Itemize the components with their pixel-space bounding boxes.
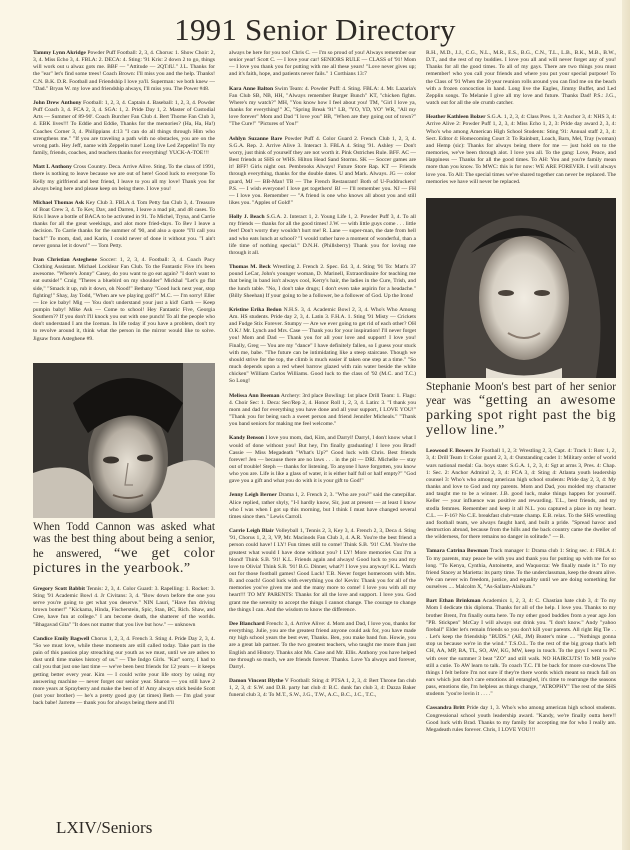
senior-entry: [229, 214, 416, 257]
senior-name: Damon Vincent Blythe: [229, 678, 284, 685]
column-3-entries-top: [426, 50, 616, 186]
senior-entry: [33, 200, 215, 250]
senior-text: Powder Puff Football: 2, 3, 4. Chorus: 1. Show Choir: 2, 3, 4. Miss Echo 3, 4. FBLA: 2. DECA: 4. Sting: '91 Kris: 2 down 2 to go, things will work out u alwaz gots me. BBF — "Attitude — 2QT4U." J.L. Thanks for the "ear" let's find some trees! Coach Brown: I'll miss you and the help. Thanks! C.N. B.K. D.R. Football and Friendship I love ya'll. Superman: we both knew — "Dad." Bryan W. my love and friendship always, I'll miss you. The Power #48.: [33, 50, 215, 92]
senior-name: Heather Kathleen Bolzer: [426, 114, 486, 121]
senior-entry: [426, 598, 616, 698]
senior-name: Candice Emily Bagwell: [33, 635, 90, 642]
senior-text: Swim Team: 4. Powder Puff: 4. Sting. FBLA: 4. Mr. Lazaria's Fan Club SB, NB, HH, "Always remember Burger Bunch" KT, "chicken fights. Where's my watch?" MH, "You know how I feel about you! TM, "Girl I love ya, thanks for everything!" JC, "Spring Break '91" LB, "YO, YD, YO" WR, "All my love forever" Mom and Dad "I love you" BB, "When are they going out of town?" "The Cure!" "Pictures of You!": [229, 85, 416, 128]
column-3: [426, 50, 616, 741]
senior-name: Gregory Scott Babbit: [33, 585, 85, 592]
senior-entry: [229, 307, 416, 386]
portrait-image: [33, 363, 215, 518]
senior-entry: [229, 621, 416, 671]
senior-text: Tennis: 2, 3, 4. Color Guard: 3. Rapelling: 1. Rocket: 3. Sting '91 Academic Bowl 4. Jr Civitans: 3, 4. "Bow down before the one you serve you're going to get what you deserve." NIN Lauri, "Have fun driving brown bomer!" "Kickama, Hinda, Fischerstein, Spic, Stan, BC, Rich. Shaw, and Cree, have fun at college." I am become death, the shatterer of the worlds. "Bhagavad Gita" "It does not matter that you live but how." — unknown: [33, 585, 215, 628]
column-1: [33, 50, 215, 714]
senior-name: Holly J. Beach: [229, 214, 265, 221]
senior-text: French: 3, 4. Arrive Alive: 4. Mom and Dad, I love you, thanks for everything. Julie, you are the greatest friend anyone could ask for, you have made my high school years the best ever, Thanks. Ben, you make band fun. Howie, you are a great lab partner. To the two greatest teachers, who taught me more than just English and History. Thanks alot Ms. Case and Mr. Ellis. Anthony you have helped me through so much, we are friends forever. Thanks. Love Ya always and forever, Darryl.: [229, 620, 416, 670]
column-3-entries-bottom: [426, 448, 616, 734]
senior-name: Kristine Erika Bedon: [229, 306, 282, 313]
senior-entry: [229, 393, 416, 429]
senior-entry: [426, 705, 616, 734]
senior-name: Cassandra Britt: [426, 705, 465, 712]
senior-text: N.H.S. 3, 4. Academic Bowl 2, 3, 4. Who's Who Among Am. HS students. Pride day 2, 3, 4. Latin 3. F.H.A. 1. Sting '91 Misty — Crickets and Fudge Stix Forever. Stumpy — Are we ever going to get rid of each other? OH O.K.! Mr. Lynch and Mrs. Case — Thank you for your inspiration! I'll never forget you! Mom and Dad — Thank you for all your love and support! I love you! Finally, Greg — You are my "dance" I have definitely fallen, so I guess your stuck with me, babe. "The future can be intimidating like a steep staircase. Though we should strive for the top, the climb is much easier if taken one step at a time." "So much depends upon a red wheel barrow glazed with rain water beside the white chicken" William Carlos Williams. Good luck to the class of '92 (M.C. and T.C.) So Long!: [229, 306, 417, 385]
stephanie-moon-photo: [426, 198, 616, 378]
senior-text: Soccer: 1, 2, 3, 4. Football: 3, 4. Coach Pacy Clothing Assistant. Michael Locklear Fan Club. To the Fantastic Five it's been awesome. "Where's Jonny" Casey, do you want to go eat again? "I don't want to eat outside!" Craig "Theres a bluebird on my shoulder" Mickhal "Let's go flat side," "Smack it up, rub it down, oh Nood!" Bethany "Good luck next year, stop fighting!" Shay, Jay Todd, "When are we playing golf?" M.C. — I'm sorry! Eller — Ice ice baby! Mig — You don't understand your just a kid! Garth — Keep pumpin baby! Mike Ask — Come to school! Hey Fantastic Five, Georgia Southern?? If you don't I'll knock you out with one punch! To all the people who don't understand I am the Iceman. In life today if you have a problem, don't try to revolve around it, think what the person in the mirror would like to solve. Jigsaw from Asteghene #9.: [33, 256, 215, 342]
senior-entry: [426, 448, 616, 541]
senior-text: Pride day 1, 3. Who's who among american high school students. Congressional school youth leadership award. "Kandy, we're finally outta here!! Good luck with Brad. Thanks to my family for accepting me for who I really am. Megadeath rules forever. Chris, I LOVE YOU!!!: [426, 705, 616, 733]
column-1-entries-bottom: [33, 586, 215, 708]
senior-name: Kara Anne Balton: [229, 85, 274, 92]
senior-text: always be here for you too! Chris C. — I'm so proud of you! Always remember our senior year! Scott C. — I love your car! SENIORS RULE — CLASS of '91! Mom — I love you thank you for putting with me all these years! "Love never gives up; and it's faith, hope, and patients never fails." 1 Corthians 13:7: [229, 50, 416, 78]
senior-entry: [33, 257, 215, 343]
senior-name: Jenny Leigh Berner: [229, 492, 277, 499]
senior-name: Carrie Leigh Blair: [229, 528, 274, 535]
todd-cannon-photo: [33, 363, 215, 518]
senior-entry: [33, 100, 215, 157]
senior-text: Football: 1, 2, 3, 4. Captain 4. Baseball: 1, 2, 3, 4. Powder Puff Coach 3, 4. FCA 2, 3, 4. SGA: 1, 2. Pride Day 1, 2. Master of Custodial Arts — Summer of 89-90'. Coach Burcher Fan Club 4. Bert Thorne Fan Club 3, 4. EBK lives!!! To Eddie and Eddie, Thanks for the memories? (Ha, Ha, Ha!) Coaches Corner 3, 4. Philippians 4:13 "I can do all things through Him who strengthens me." "If you are traveling a path with no obstacles, you are on the wrong path. Hey Jeff, name with Zeppelin tune! Long live Led Zeppelin! To my family, friends, coaches, and teachers thanks for everything! YUCK-A-TOE!!!: [33, 99, 216, 157]
senior-entry: [229, 136, 416, 208]
senior-name: Michael Thomas Ask: [33, 199, 84, 206]
senior-text: Academics 1, 2, 3, 4: C. Chastian hate club 3, 4: To my Mom I dedicate this diploma. Thanks for all of the help. I love you. Thanks to my brother Brent, I'm finally outta here. To my other good buddies from a year ago Jon "PB. Stickpen" McCay I will always out drink you. "I don't know." Andy "yahoo fireball" Elder let's remain friends so you don't kill your parents. All right Big Tie . . . Let's keep the friendship "BUDS." (AE, JM) Buster's mine .... "Nothings gonna stop us because we're in the wind." T.S.O.L. To the rest of the big group that's left CH, AA, MP, BA, TL, SO, AW, KG, MW, keep in touch. To the guys I went to PC with over the summer 3 beat "ZO" and still walk. NO HAIRCUTS! To MB you're still a cutie. To AW learn to talk. To coach T.C. I'll be back for more cut-downs The things I felt before I'm not sure if they're there words which meant so much fall on ears which just don't care emotions all entangled, it's time to rearrange the seasons pass, emotions die, I'm helpless as things change, "ATROPHY" The rest of the SHS students "you're lovin it . . . .": [426, 598, 616, 698]
senior-name: Bart Ethan Brinkman: [426, 598, 481, 605]
todd-cannon-caption: [33, 521, 215, 576]
senior-entry: [426, 548, 616, 591]
senior-text: S.G.A. 1, 2, 3, 4: Class Pres. 1, 3: Anchor 3, 4: NHS 3, 4: Arrive Alive 2: Powder Puff 1, 2, 3, 4: Miss Echo 1, 2, 3: Pride day award 2, 3, 4: Who's who among American High School Students: Sting '91: Annual staff 2, 3, 4: Sect. Editor 4: Homecoming Court 3: To Rainbutt, Loach, Barn, Mel, Tray (woman) and Hemp (sic): Thanks for always being there for me — just hold on to the memories, we've been through alot. I love you all. To the gang: Love, Peace, and Happiness — Thanks for all the good times. To AH: You and you're family mean more than you know. To MWC: this is for now: WE ARE FOREVER. I will always love you. To All: The special times we've shared together can never be replaced. The memories we have will never be replaced.: [426, 114, 616, 185]
senior-name: Leowood F. Bowers Jr: [426, 448, 480, 455]
senior-name: Tamara Catrina Bowman: [426, 548, 489, 555]
senior-entry: [426, 114, 616, 186]
page-edge: [622, 0, 630, 850]
senior-name: John Drew Anthony: [33, 99, 82, 106]
senior-name: Thomas M. Beck: [229, 264, 271, 271]
senior-text: V Football: Sting 4: PTSA 1, 2, 3, 4: Bert Throne fan club 1, 2, 3, 4: S.W. and D.B. party hat club 4: B.C. dunk fan club 3, 4: Dazza Baker funeral club 3, 4: To M.T., S.W., J.G., T.W., A.C., B.C., J.C., T.C.,: [229, 678, 416, 699]
senior-text: R.H., M.D., J.J., C.G., N.L., M.R., E.S., B.G., C.N., T.L., L.B., B.K., M.B., B.W., D.T., and the rest of my buddies. I love you all and will never forget any of you! Thanks for all the good times. To all of my gays. There are two things you must remember! who you call your friends and where you put your special purpose! To the Class of '91 When the 20 year reunion rolls around you can find me on the beach with a frozen concoction in hand. Long live the Eagles, Jimmy Buffet, and Led Zepplin songs. To Melanie I give all my love and future. Thanks Dad! P.S.: J.G., watch out for all the ole crumb catcher.: [426, 50, 616, 107]
caption-lead: Stephanie Moon's best part of her senior year was: [426, 380, 616, 408]
senior-text: Drama 1, 2. French 2, 3. "Who are you?" said the caterpillar. Alice replied, rather shyly, "I-I hardly know, Sir, just at present — at least I know who I was when I got up this morning, but I think I must have changed several times since then." Lewis Carroll.: [229, 492, 416, 520]
senior-text: Powder Puff 4. Color Guard 2. French Club 1, 2, 3, 4. S.G.A. Rep. 2. Arrive Alive 3. Interact 3. FBLA 4. Sting '91. Ashley — Don't worry, just think of yourself they are not worth it. Pink Ostriches Rule. BFF. AC — Best friends at SHS or WHS. Hilton Head Sand Storms. SK — Soccer games are it! BFF! Girls night out. Pembrooks Always! Future Store Rap. KT — Friends through everything, thanks for the double dates. U and Mark. Always. JG — color guard, MJ — BB-Man! TB — The French Restaurant! Both of U-Fuddruckers! P.S. — I wish everyone! I love get togethers! BJ — I'll remember you. NJ — FH — I love you. Remember — "A friend is one who knows all about you and still likes you. "Apples of Gold!": [229, 135, 416, 206]
senior-entry: [33, 164, 215, 193]
column-1-entries-top: [33, 50, 215, 343]
senior-entry: [426, 50, 616, 107]
page-footer: LXIV/Seniors: [56, 818, 153, 837]
caption-lead: When Todd Cannon was asked what was the best thing about being a senior, he answered,: [33, 520, 215, 560]
senior-text: Track manager 1: Drama club 1: Sting sec. 4: FBLA 4: To my parents, may peace be with you and thank you for putting up with me for so long. "To Kenya, Cynthia, Antoinette, and Waquorza: We finally made it." To my friend Stacey at Marietta: its party time. To the underclassman, keep the dream alive. We can never win freedom, justice, and equality until we are doing something for ourselves .... Malcolm X, "As-Sallam-Alaikum.": [426, 548, 616, 591]
senior-name: Melissa Ann Beeman: [229, 392, 280, 399]
caption-quote: “we get color pictures in the yearbook.”: [33, 545, 216, 576]
senior-text: Volleyball 1, Tennis 2, 3, Key 3, 4. French 2, 3, Deca 4. Sting '91, Chorus 1, 2, 3, VP, Mr. Macinods Fan Club 3, 4. A.R. You're the best friend a person could have! I LY! Fun times still to come! Think S.B. '91! C.M. You're the greatest what would I have done without you? I LY! More memories Cuz I'm a blond! Think S.B. '91! K.L. Friends again and always! Good luck to you and my love to Olivia! Think S.B. '91! B.G. Dinner, what?! I love you anyway! K.L. Watch out for those football games! Good Luck! T.B. Never forget homeroom with Mrs. B. and coach! Good luck with everything you do! Kevin: Thank you for all of the memories you've given me and the many more to come! I love you with all my heart!!! TO MY PARENTS: Thanks for all the love and support. I love you. God grant me the serenity to accept the things I cannot change. The courage to change the things I can. And the wisdom to know the difference.: [229, 528, 416, 613]
senior-entry: [229, 50, 416, 79]
senior-name: Ashlyn Suzanne Bare: [229, 135, 283, 142]
senior-name: Tammy Lynn Akridge: [33, 50, 86, 56]
senior-text: Chorus 1, 2, 3, 4. French 3. Sting 4. Pride Day 2, 3, 4. "So we must love, while these moments are still called today. Take part in the pain of this passion play streaching our youth as we must, until we are ashes to dust until time makes history of us." — The Indgo Girls. "Kat" sorry, I had to call you that just one last time — we've been best friends for 12 years — it keeps getting better every year. Kim — I could write your life story by using my answering machine — never forget our senior year. Sharon — you still have 2 more years at Sprayberry and make the best of it! Amy always stick beside Scott (not your brother) — he's a pretty good guy (at times) Beth — I'm glad your back babe! Jarrette — thank you for always being there and I'll: [33, 635, 215, 707]
senior-text: Wrestling 2. French 2. Spec. Ed. 3, 4. Sting '91 To: Matt's 37 pound LeCar, John's younger woman, D. Marinell, Extraordinaire for teaching me that being in band isn't always cool, Kerry's hair, the ladies in the Cure, Trish, and the lunch table. "No, I don't take drugs; I don't even take aspirin for a headache." (Billy Sheehan) If your going to be a follower, be a follower of God. Up the Irons!: [229, 264, 416, 299]
senior-entry: [229, 528, 416, 614]
senior-name: Matt I. Anthony: [33, 164, 72, 171]
column-2-entries: [229, 50, 416, 700]
column-2: [229, 50, 416, 707]
caption-quote: “getting an awesome parking spot right past the big yellow line.”: [426, 393, 616, 439]
senior-text: Key Club 3. FBLA 4. Tom Petty fan Club 3, 4. Treasure of Boat Crew 3, 4. To Kev, Dav, and Darren, I leave a mad pit, and 48 cases. To Kris I leave a bottle of BACA to be activated in 91. To Michel, Tryna, and Carrie thanks for all the great weekings, and alot more fried-days. To Bev I leave a decision. To Carrie thanks for the summer of '90, and also a quote "I'll call you back!" To mom, dad, and Karin, I could never of done it without you. "I ain't never gonna let it down!" — Tom Petty.: [33, 199, 215, 249]
stephanie-moon-caption: [426, 381, 616, 439]
page-title: 1991 Senior Directory: [174, 12, 456, 47]
senior-text: I love you mom, dad, Kim, and Darryl! Darryl, I don't know what I would of done without you! But hey, I'm finally graduating! I love you Brad! Cassie — Miss Megadeath "What's Up?" Good luck with Chris. Best friends forever! Jen — because there are no laws . . . in the pit — DRI. Michelle — stay out of trouble! Steph — thanks for listening. To anyone I have forgotten, you know who you are. Life is like a glass of water, it is either half full or half empty?" "God gave you a gift and what you do with it is your gift to God!": [229, 435, 416, 485]
senior-entry: [229, 86, 416, 129]
senior-entry: [33, 50, 215, 93]
senior-entry: [229, 264, 416, 300]
senior-entry: [33, 636, 215, 708]
senior-entry: [33, 586, 215, 629]
senior-name: Kandy Benson: [229, 435, 264, 442]
senior-text: Archery: 3rd place Bowling: 1st place Drill Team: 1. Flags: 4. Choir Sec: 1. Deca: Sec/Rep 2, 4. Honor Roll 1, 2, 3, 4. Latin: 3. "I thank you mom and dad for everything you have done and all your support, I LOVE YOU!" "Thank you for being such a sweet person and friend Jennifer Micheals." "Thank you band seniors for making me feel welcome.": [229, 392, 416, 428]
senior-name: Ivan Christian Asteghene: [33, 256, 97, 263]
senior-entry: [229, 435, 416, 485]
senior-text: Football 1, 2, 3: Wrestling 2, 3, Capt. 4: Track 1: Rotc 1, 2, 3, 4: Drill Team 1: Color guard 2, 3, 4: Outstanding cadet 1: Military order of world wars national medal: Ga. boys state: S.G.A. 1, 2, 3, 4: Sgt at arms 3, Pres. 4: Chap. 1: Sec. 2: Anchor Admiral 2, 3, 4: FCA 3, 4: Sting 4: Atlanta youth leadership counsel 3: Who's who among american high school students: Pride day 2, 3, 4: My thanks and love to God and my parents. Mom and Dad, you molded my character and taught me to be a winner. J.B. good luck, make things happen for yourself. Keller — your influence was positive and rewarding. T.L., best friends, and try stodla femmes. Remember and keep it all N.L. you captured a place in my heart. C.L. — F-16? No C.E. breakfast club=state champ. E.B. relax. To the SHS wrestling and football team, we always faught hard, and built a pride. "Spread havoc and destruction abroad, because from the hills and the back country came the dweller of the wilderness, for there remains no danger in solitude." — B.: [426, 448, 616, 541]
senior-text: Cross Country. Deca. Arrive Alive. Sting. To the class of 1991, there is nothing to leave because we are out of here! Good luck to everyone To Kelly my girlfriend and best friend, I leave to you all my love! Thank you for always being here and please keep on being there. I love you!: [33, 164, 215, 192]
senior-entry: [229, 492, 416, 521]
portrait-image: [426, 198, 616, 378]
senior-text: S.G.A. 2. Interact 1, 2. Young Life 1, 2. Powder Puff 3, 4. To all my friends — thanks for all the good times! J.W. — with little guys come . . . little feet! Don't worry they wouldn't hurt me! R. Lane — super-man, the date from hell and who eats lunch at school? "I would rather have a moment of wonderful, than a life time of nothing special." D.N.H. (Phillsberry) Thank you for loving me through it all.: [229, 214, 416, 256]
senior-name: Dee Blanchard: [229, 620, 265, 627]
senior-entry: [229, 678, 416, 699]
